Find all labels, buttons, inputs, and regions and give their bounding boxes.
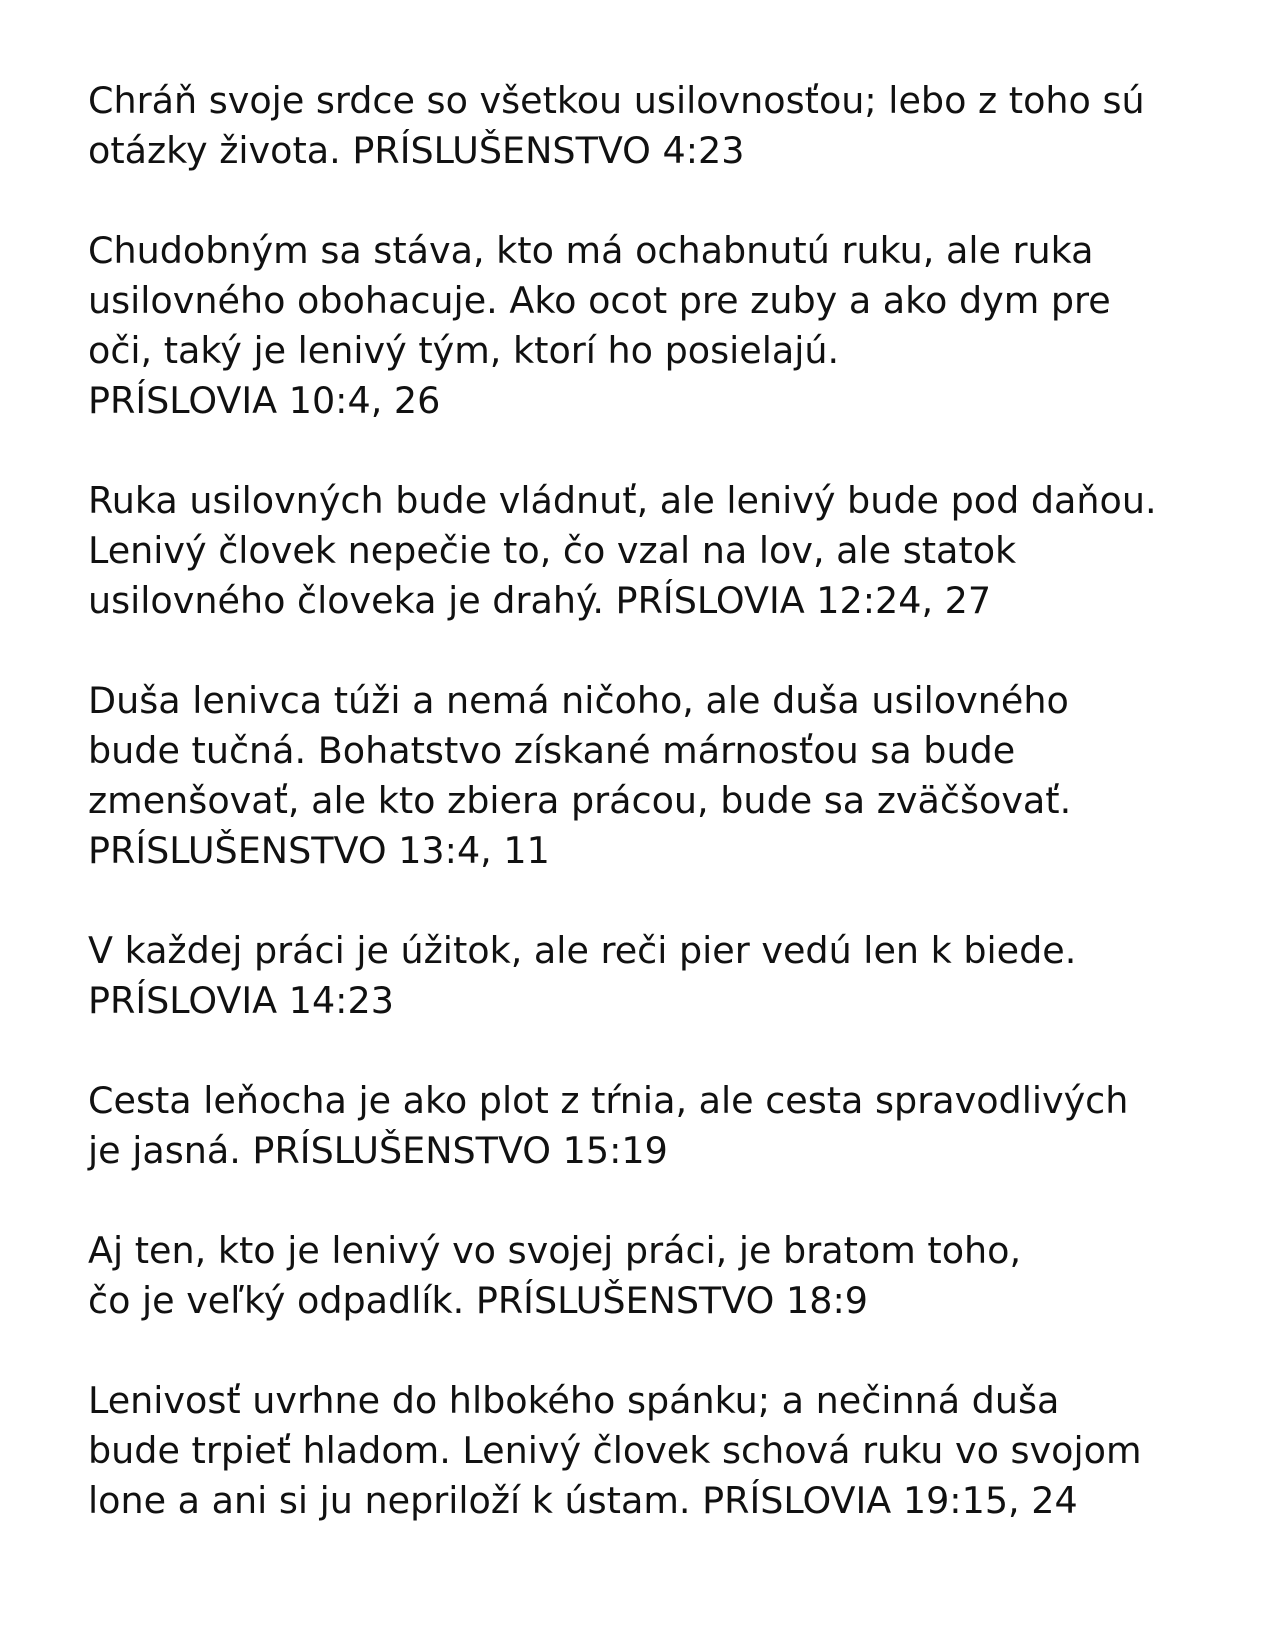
passage-line: Lenivosť uvrhne do hlbokého spánku; a nečinná duša [88,1379,1060,1422]
passage-line: V každej práci je úžitok, ale reči pier vedú len k biede. [88,929,1077,972]
passage-8 [88,1376,1238,1526]
passage-line: PRÍSLUŠENSTVO 13:4, 11 [88,829,550,872]
passage-line: čo je veľký odpadlík. PRÍSLUŠENSTVO 18:9 [88,1279,868,1322]
passage-line: usilovného človeka je drahý. PRÍSLOVIA 12:24, 27 [88,579,992,622]
passage-3 [88,476,1238,626]
passage-line: bude tučná. Bohatstvo získané márnosťou sa bude [88,729,1016,772]
passage-line: Cesta leňocha je ako plot z tŕnia, ale cesta spravodlivých [88,1079,1129,1122]
passage-line: bude trpieť hladom. Lenivý človek schová ruku vo svojom [88,1429,1142,1472]
passage-line: Chráň svoje srdce so všetkou usilovnosťou; lebo z toho sú [88,79,1145,122]
passage-line: Aj ten, kto je lenivý vo svojej práci, je bratom toho, [88,1229,1022,1272]
passage-2 [88,226,1238,426]
passage-4 [88,676,1238,876]
document-page [88,76,1238,1576]
passage-line: PRÍSLOVIA 10:4, 26 [88,379,441,422]
passage-line: PRÍSLOVIA 14:23 [88,979,394,1022]
passage-line: lone a ani si ju nepriloží k ústam. PRÍSLOVIA 19:15, 24 [88,1479,1078,1522]
passage-line: oči, taký je lenivý tým, ktorí ho posielajú. [88,329,840,372]
passage-line: je jasná. PRÍSLUŠENSTVO 15:19 [88,1129,668,1172]
passage-6 [88,1076,1238,1176]
passage-line: Chudobným sa stáva, kto má ochabnutú ruku, ale ruka [88,229,1094,272]
passage-line: otázky života. PRÍSLUŠENSTVO 4:23 [88,129,745,172]
passage-line: usilovného obohacuje. Ako ocot pre zuby a ako dym pre [88,279,1111,322]
passage-7 [88,1226,1238,1326]
passage-line: Lenivý človek nepečie to, čo vzal na lov, ale statok [88,529,1017,572]
passage-line: Ruka usilovných bude vládnuť, ale lenivý bude pod daňou. [88,479,1157,522]
passage-5 [88,926,1238,1026]
passage-line: Duša lenivca túži a nemá ničoho, ale duša usilovného [88,679,1069,722]
passage-1 [88,76,1238,176]
passage-line: zmenšovať, ale kto zbiera prácou, bude sa zväčšovať. [88,779,1072,822]
